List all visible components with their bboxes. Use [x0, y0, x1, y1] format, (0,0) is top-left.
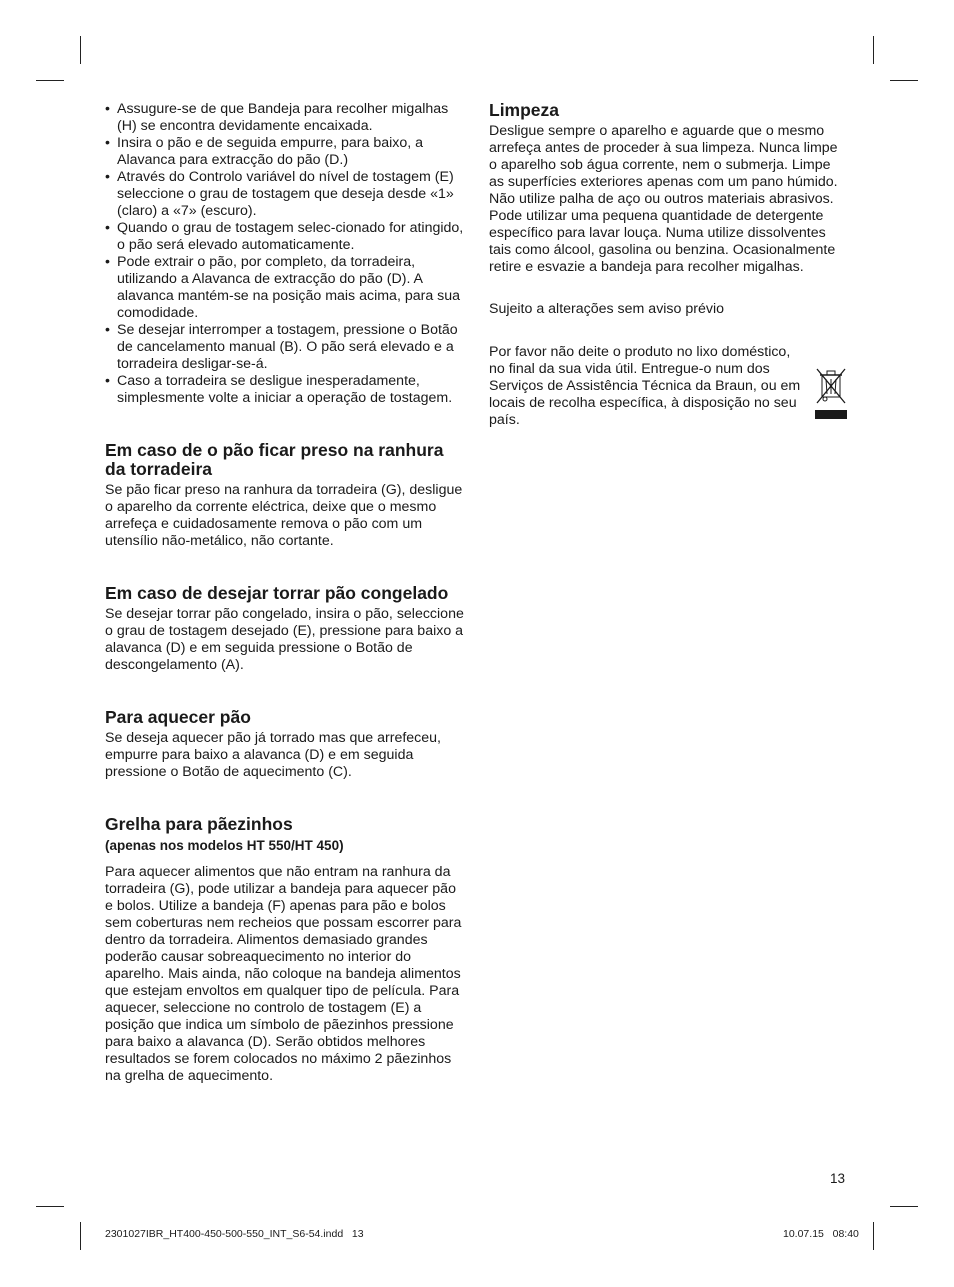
crop-mark: [80, 36, 81, 64]
list-item: • Caso a torradeira se desligue inesperadamente, simplesmente volte a iniciar a operação de tostagem.: [105, 373, 465, 407]
reheat-section: [105, 708, 465, 781]
section-text: Se desejar torrar pão congelado, insira o pão, seleccione o grau de tostagem desejado (E), pressione para baixo a alavanca (D) e em seguida pressione o Botão de descongelamento (A).: [105, 606, 464, 673]
list-item: • Quando o grau de tostagem selec-cionado for atingido, o pão será elevado automaticamente.: [105, 220, 465, 254]
bun-rack-section: [105, 815, 465, 1085]
left-column: [105, 101, 465, 1085]
section-subheading: (apenas nos modelos HT 550/HT 450): [105, 838, 344, 853]
crop-mark: [873, 36, 874, 64]
crop-mark: [36, 1206, 64, 1207]
frozen-bread-section: [105, 584, 465, 674]
footer-date: 10.07.15 08:40: [783, 1228, 859, 1240]
list-item: • Se desejar interromper a tostagem, pressione o Botão de cancelamento manual (B). O pão será elevado e a torradeira desligar-se-á.: [105, 322, 465, 373]
list-item: • Pode extrair o pão, por completo, da torradeira, utilizando a Alavanca de extracção do pão (D). A alavanca mantém-se na posição mais acima, para sua comodidade.: [105, 254, 465, 322]
section-heading: Em caso de desejar torrar pão congelado: [105, 583, 449, 603]
section-heading: Para aquecer pão: [105, 707, 251, 727]
section-text: Para aquecer alimentos que não entram na ranhura da torradeira (G), pode utilizar a bandeja para aquecer pão e bolos. Utilize a bandeja (F) apenas para pão e bolos sem coberturas nem recheios que possam escorrer para dentro da torradeira. Alimentos demasiado grandes poderão causar sobreaquecimento no interior do aparelho. Mais ainda, não coloque na bandeja alimentos que estejam envoltos em qualquer tipo de película. Para aquecer, seleccione no controlo de tostagem (E) a posição que indica um símbolo de pãezinhos pressione para baixo a alavanca (D). Serão obtidos melhores resultados se forem colocados no máximo 2 pãezinhos na grelha de aquecimento.: [105, 864, 462, 1084]
section-text: Se pão ficar preso na ranhura da torradeira (G), desligue o aparelho da corrente eléctrica, deixe que o mesmo arrefeça e cuidadosamente remova o pão com um utensílio não-metálico, não cortante.: [105, 482, 463, 549]
usage-bullet-list: [105, 101, 465, 407]
crop-mark: [873, 1222, 874, 1250]
crop-mark: [80, 1222, 81, 1250]
crop-mark: [36, 80, 64, 81]
cleaning-section: [489, 101, 849, 276]
list-item: • Assugure-se de que Bandeja para recolher migalhas (H) se encontra devidamente encaixada.: [105, 101, 465, 135]
page-number: 13: [830, 1171, 846, 1186]
crossed-out-wheelie-bin-icon: [814, 366, 848, 420]
subject-to-change-note: Sujeito a alterações sem aviso prévio: [489, 301, 725, 317]
crop-mark: [890, 80, 918, 81]
section-heading: Em caso de o pão ficar preso na ranhura da torradeira: [105, 440, 444, 479]
footer-file-name: 2301027IBR_HT400-450-500-550_INT_S6-54.indd 13: [105, 1228, 364, 1240]
section-text: Se deseja aquecer pão já torrado mas que arrefeceu, empurre para baixo a alavanca (D) e em seguida pressione o Botão de aquecimento (C).: [105, 730, 441, 780]
section-text: Desligue sempre o aparelho e aguarde que o mesmo arrefeça antes de proceder à sua limpeza. Nunca limpe o aparelho sob água corrente, nem o submerja. Limpe as superfícies exteriores apenas com um pano húmido. Não utilize palha de aço ou outros materiais abrasivos. Pode utilizar uma pequena quantidade de detergente específico para lavar louça. Numa utilize dissolventes tais como álcool, gasolina ou benzina. Ocasionalmente retire e esvazie a bandeja para recolher migalhas.: [489, 123, 838, 275]
section-heading: Grelha para pãezinhos: [105, 814, 293, 834]
section-heading: Limpeza: [489, 100, 560, 120]
right-column: [489, 101, 849, 429]
stuck-bread-section: [105, 441, 465, 550]
list-item: • Insira o pão e de seguida empurre, para baixo, a Alavanca para extracção do pão (D.): [105, 135, 465, 169]
crop-mark: [890, 1206, 918, 1207]
list-item: • Através do Controlo variável do nível de tostagem (E) seleccione o grau de tostagem que deseja desde «1» (claro) a «7» (escuro).: [105, 169, 465, 220]
disposal-note: Por favor não deite o produto no lixo doméstico, no final da sua vida útil. Entregue-o num dos Serviços de Assistência Técnica da Braun, ou em locais de recolha específica, à disposição no seu país.: [489, 344, 801, 428]
